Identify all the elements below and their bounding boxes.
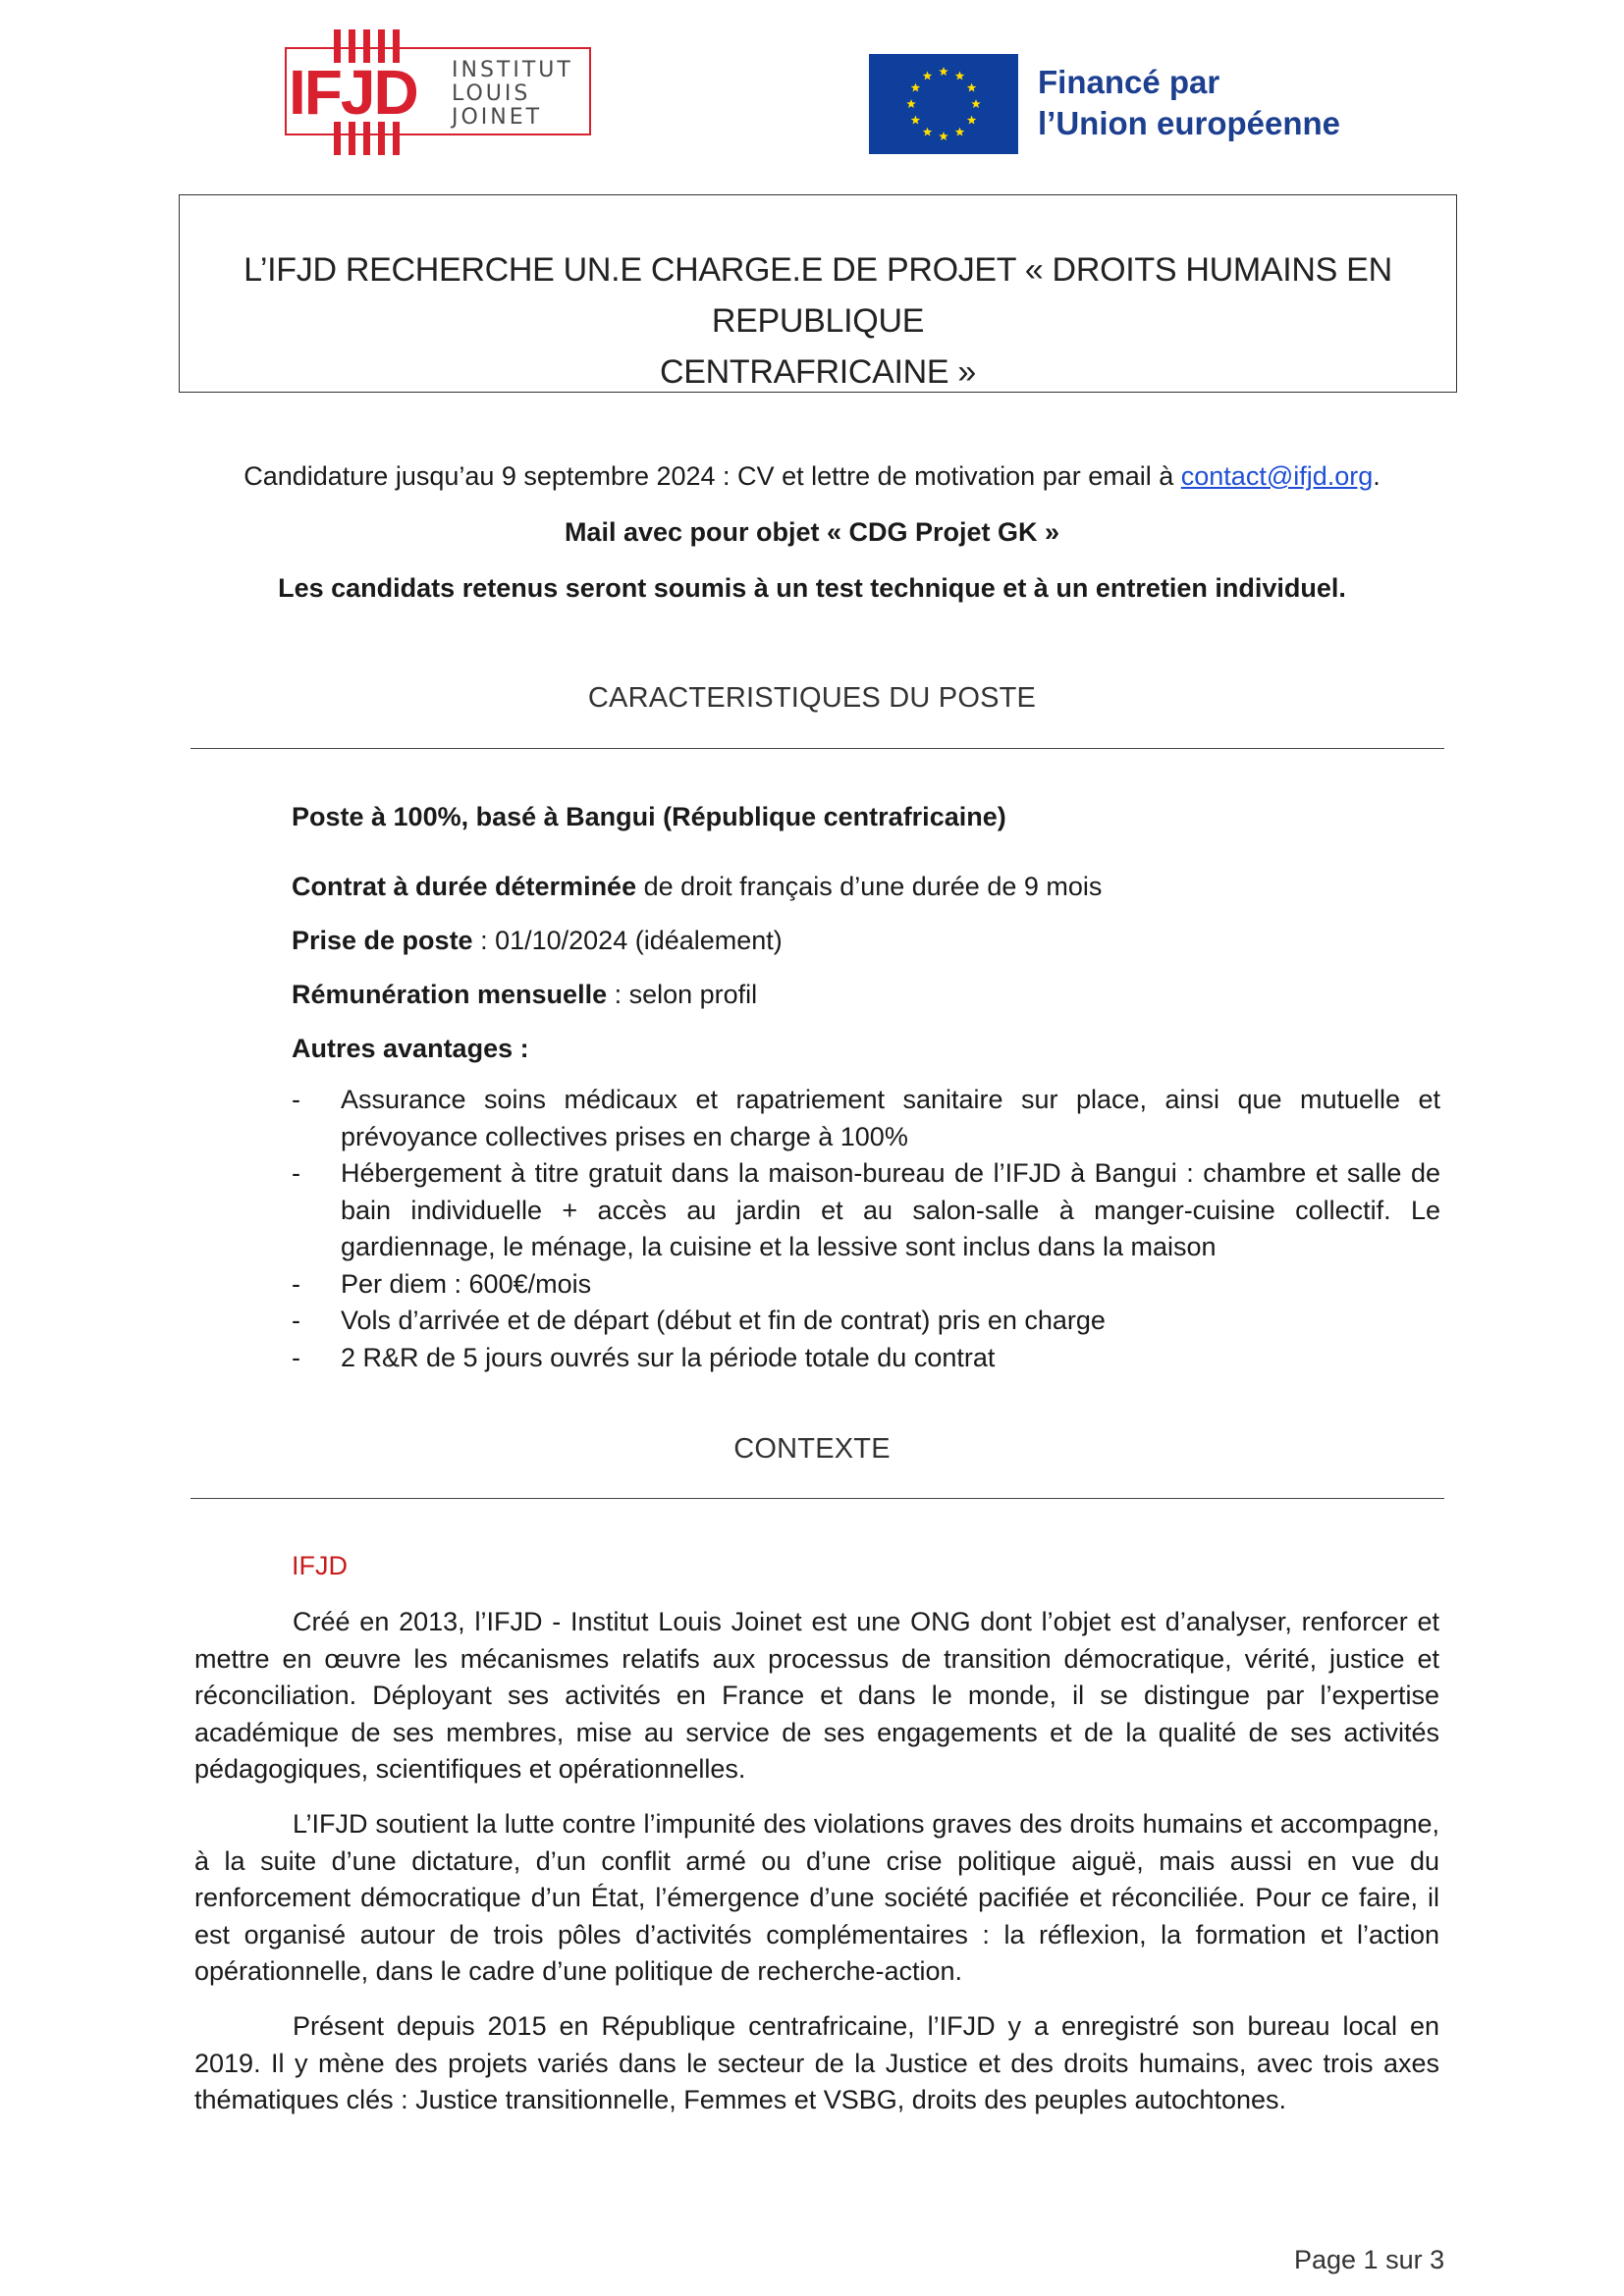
section-title-characteristics: CARACTERISTIQUES DU POSTE	[587, 682, 1037, 714]
eu-line-1: Financé par	[1038, 64, 1220, 100]
eu-star-icon	[939, 132, 948, 140]
context-paragraph-1: Créé en 2013, l’IFJD - Institut Louis Joinet est une ONG dont l’objet est d’analyser, renforcer et mettre en œuvre les mécanismes relatifs aux processus de transition démocratique, vérité, justice et réconciliation. Déployant ses activités en France et dans le monde, il se distingue par l’expertise académique de ses membres, mise au service de ses engagements et de la qualité de ses activités pédagogiques, scientifiques et opérationnelles.	[194, 1607, 1439, 1784]
section-title-context: CONTEXTE	[733, 1433, 891, 1465]
list-item: - Hébergement à titre gratuit dans la maison-bureau de l’IFJD à Bangui : chambre et salle de bain individuelle + accès au jardin et au salon-salle à manger-cuisine collectif. Le gardiennage, le ménage, la cuisine et la lessive sont inclus dans la maison	[292, 1155, 1440, 1266]
eu-star-icon	[967, 116, 977, 125]
eu-star-icon	[911, 83, 921, 92]
context-paragraph-2: L’IFJD soutient la lutte contre l’impunité des violations graves des droits humains et accompagne, à la suite d’une dictature, d’un conflit armé ou d’une crise politique aiguë, mais aussi en vue du renforcement démocratique d’un État, l’émergence d’une société pacifiée et réconciliée. Pour ce faire, il est organisé autour de trois pôles d’activités complémentaires : la réflexion, la formation et l’action opérationnelle, dans le cadre d’une politique de recherche-action.	[194, 1809, 1439, 1986]
section-divider	[190, 1498, 1444, 1499]
section-divider	[190, 748, 1444, 749]
contact-email-link[interactable]: contact@ifjd.org	[1180, 461, 1374, 491]
salary-label: Rémunération mensuelle	[292, 980, 608, 1009]
start-value: : 01/10/2024 (idéalement)	[472, 926, 783, 955]
job-title-box	[179, 194, 1457, 393]
test-notice: Les candidats retenus seront soumis à un test technique et à un entretien individuel.	[278, 573, 1346, 603]
list-item: - Assurance soins médicaux et rapatriement sanitaire sur place, ainsi que mutuelle et prévoyance collectives prises en charge à 100%	[292, 1082, 1440, 1155]
eu-star-icon	[967, 83, 977, 92]
eu-star-icon	[923, 71, 933, 80]
contract-value: de droit français d’une durée de 9 mois	[636, 872, 1103, 901]
eu-star-icon	[955, 71, 965, 80]
start-label: Prise de poste	[292, 926, 473, 955]
email-subject-line: Mail avec pour objet « CDG Projet GK »	[564, 517, 1060, 547]
benefits-label: Autres avantages :	[292, 1034, 529, 1063]
page-number: Page 1 sur 3	[1294, 2245, 1445, 2274]
context-subtitle: IFJD	[292, 1551, 348, 1580]
logo-line-institut: INSTITUT	[452, 58, 573, 82]
ifjd-logo	[285, 29, 595, 155]
contract-label: Contrat à durée déterminée	[292, 872, 637, 901]
deadline-text: Candidature jusqu’au 9 septembre 2024 : CV et lettre de motivation par email à	[244, 461, 1181, 491]
eu-flag-icon	[869, 54, 1018, 154]
post-salary	[292, 977, 757, 1012]
eu-star-icon	[971, 99, 981, 108]
eu-star-icon	[906, 99, 916, 108]
logo-ifjd-text: IFJD	[289, 63, 446, 122]
job-title-line-2: CENTRAFRICAINE »	[659, 353, 977, 391]
eu-line-2: l’Union européenne	[1038, 105, 1341, 141]
context-paragraph-3: Présent depuis 2015 en République centrafricaine, l’IFJD y a enregistré son bureau local en 2019. Il y mène des projets variés dans le secteur de la Justice et des droits humains, avec trois axes thématiques clés : Justice transitionnelle, Femmes et VSBG, droits des peuples autochtones.	[194, 2011, 1439, 2114]
post-location: Poste à 100%, basé à Bangui (République centrafricaine)	[292, 802, 1006, 831]
eu-funding-text	[1038, 62, 1340, 144]
deadline-suffix: .	[1373, 461, 1380, 491]
post-contract	[292, 869, 1102, 904]
job-title-line-1: L’IFJD RECHERCHE UN.E CHARGE.E DE PROJET « DROITS HUMAINS EN REPUBLIQUE	[244, 251, 1392, 340]
logo-line-louis: LOUIS	[452, 81, 531, 106]
eu-star-icon	[911, 116, 921, 125]
list-item: - Vols d’arrivée et de départ (début et fin de contrat) pris en charge	[292, 1303, 1440, 1340]
benefits-list	[292, 1082, 1440, 1376]
salary-value: : selon profil	[607, 980, 758, 1009]
eu-star-icon	[923, 128, 933, 136]
list-item: - 2 R&R de 5 jours ouvrés sur la période totale du contrat	[292, 1340, 1440, 1377]
eu-logo	[869, 54, 1360, 154]
list-item: - Per diem : 600€/mois	[292, 1266, 1440, 1304]
logo-line-joinet: JOINET	[452, 105, 543, 130]
application-deadline	[0, 461, 1624, 492]
job-title	[180, 195, 1456, 398]
eu-star-icon	[939, 67, 948, 76]
post-start	[292, 923, 783, 958]
eu-star-icon	[955, 128, 965, 136]
